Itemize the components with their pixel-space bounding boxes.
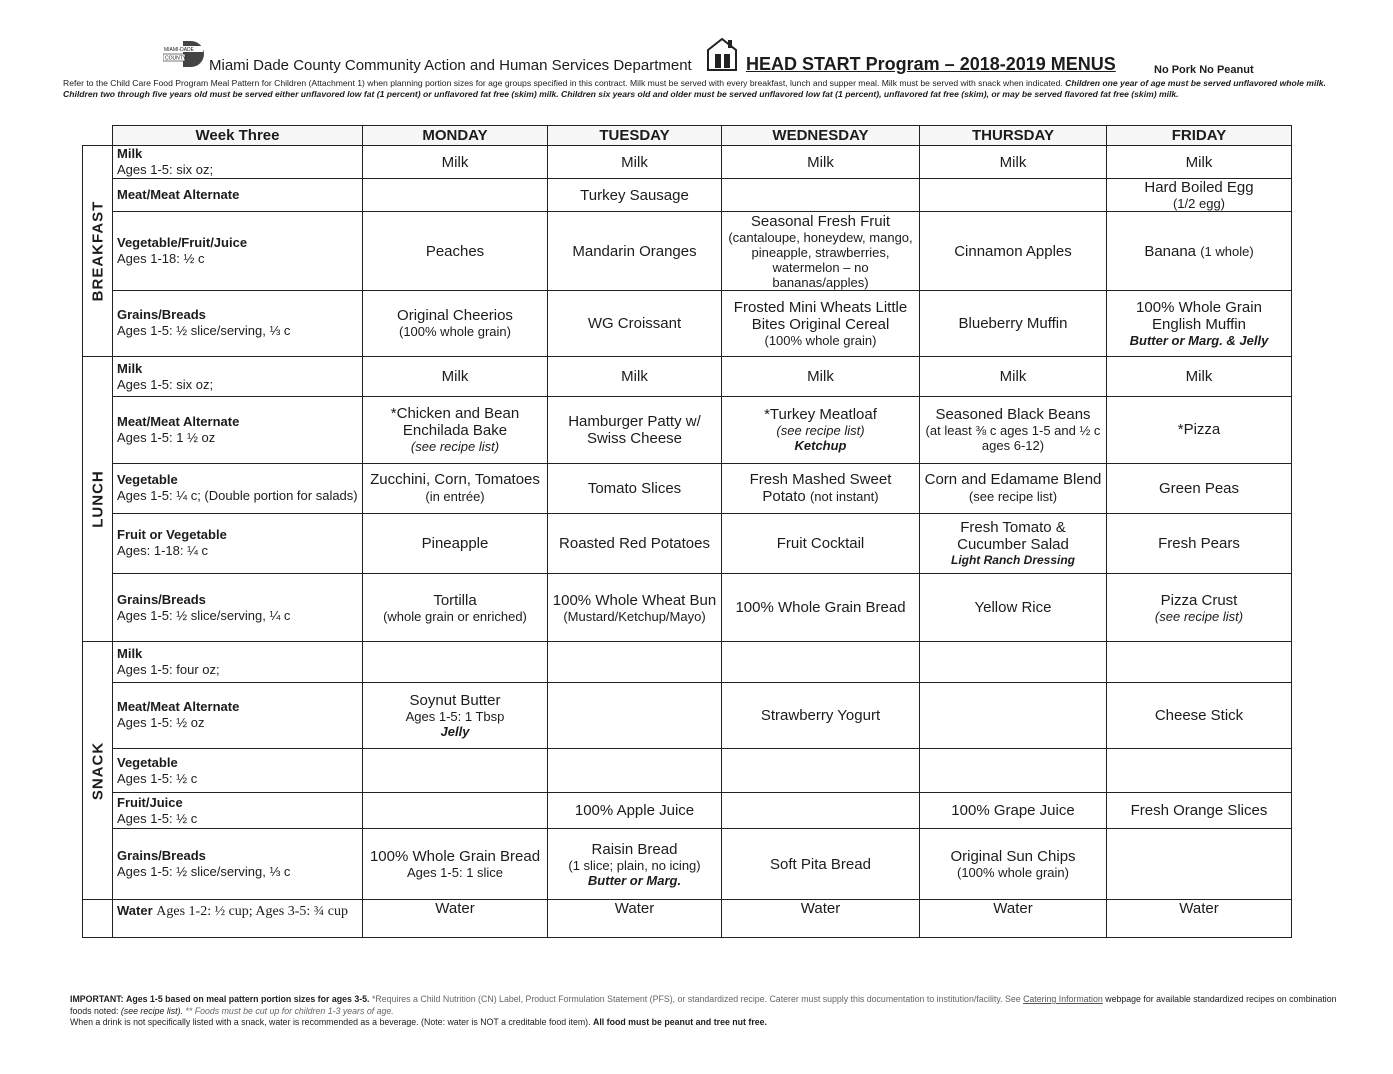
- table-row: [83, 357, 1292, 397]
- section-snack: SNACK: [83, 642, 113, 899]
- row-label: Milk: [117, 646, 143, 662]
- menu-cell: Peaches: [363, 212, 548, 290]
- menu-cell: Fresh Orange Slices: [1107, 793, 1292, 829]
- table-row: [83, 513, 1292, 573]
- menu-cell: 100% Whole Grain English Muffin Butter or Marg. & Jelly: [1107, 290, 1292, 356]
- row-label: Water: [117, 902, 153, 918]
- row-sub: Ages 1-5: ½ oz: [117, 715, 205, 731]
- row-sub: Ages 1-5: four oz;: [117, 662, 220, 678]
- row-label: Vegetable: [117, 472, 178, 488]
- footer-allergen-note: All food must be peanut and tree nut free.: [593, 1017, 767, 1027]
- table-row: [83, 463, 1292, 513]
- menu-cell: Banana (1 whole): [1107, 212, 1292, 290]
- menu-cell: 100% Apple Juice: [548, 793, 722, 829]
- day-tuesday: TUESDAY: [548, 126, 722, 146]
- menu-cell: Milk: [1107, 146, 1292, 179]
- menu-cell: Water: [722, 899, 920, 937]
- menu-cell: Soft Pita Bread: [722, 829, 920, 899]
- menu-cell: Milk: [363, 357, 548, 397]
- table-row: [83, 642, 1292, 682]
- row-label: Grains/Breads: [117, 307, 206, 323]
- menu-cell: 100% Grape Juice: [920, 793, 1107, 829]
- menu-cell: Seasoned Black Beans (at least ⅜ c ages 1-5 and ½ c ages 6-12): [920, 397, 1107, 463]
- menu-cell: Milk: [920, 146, 1107, 179]
- menu-table: [82, 125, 1292, 938]
- svg-text:COUNTY: COUNTY: [165, 55, 187, 62]
- menu-cell: 100% Whole Wheat Bun (Mustard/Ketchup/Mayo): [548, 574, 722, 642]
- row-sub: Ages 1-5: ½ slice/serving, ⅓ c: [117, 323, 291, 339]
- menu-cell: Original Cheerios (100% whole grain): [363, 290, 548, 356]
- head-start-icon: [706, 36, 738, 72]
- menu-cell: *Chicken and Bean Enchilada Bake (see recipe list): [363, 397, 548, 463]
- row-label: Meat/Meat Alternate: [117, 413, 240, 429]
- menu-cell: *Pizza: [1107, 397, 1292, 463]
- svg-text:MIAMI-DADE: MIAMI-DADE: [164, 47, 194, 53]
- organization-name: Miami Dade County Community Action and Human Services Department: [209, 57, 692, 74]
- important-label: IMPORTANT:: [70, 994, 124, 1004]
- menu-cell: Fresh Mashed Sweet Potato (not instant): [722, 463, 920, 513]
- table-row: [83, 290, 1292, 356]
- menu-cell: Milk: [920, 357, 1107, 397]
- row-label: Vegetable: [117, 754, 178, 770]
- row-label: Meat/Meat Alternate: [117, 187, 240, 203]
- menu-cell: [920, 642, 1107, 682]
- menu-cell: [363, 179, 548, 212]
- menu-cell: [722, 179, 920, 212]
- menu-cell: Water: [363, 899, 548, 937]
- menu-cell: Milk: [1107, 357, 1292, 397]
- menu-cell: 100% Whole Grain Bread Ages 1-5: 1 slice: [363, 829, 548, 899]
- intro-plain: Refer to the Child Care Food Program Meal Pattern for Children (Attachment 1) when planning portion sizes for age groups specified in this contract. Milk must be served with every breakfast, lunch and supper meal. Milk must be served with snack when indicated.: [63, 78, 1063, 88]
- table-row: [83, 682, 1292, 748]
- section-breakfast: BREAKFAST: [83, 146, 113, 357]
- menu-cell: Water: [920, 899, 1107, 937]
- row-sub: Ages 1-5: ¼ c; (Double portion for salads): [117, 488, 358, 504]
- table-row: [83, 829, 1292, 899]
- menu-cell: Roasted Red Potatoes: [548, 513, 722, 573]
- menu-cell: [1107, 642, 1292, 682]
- menu-cell: Frosted Mini Wheats Little Bites Original Cereal (100% whole grain): [722, 290, 920, 356]
- menu-cell: Fresh Pears: [1107, 513, 1292, 573]
- menu-cell: Hard Boiled Egg (1/2 egg): [1107, 179, 1292, 212]
- county-logo: [163, 40, 205, 68]
- menu-cell: Corn and Edamame Blend (see recipe list): [920, 463, 1107, 513]
- row-label: Fruit/Juice: [117, 794, 183, 810]
- row-sub: Ages 1-2: ½ cup; Ages 3-5: ¾ cup: [156, 903, 348, 919]
- menu-cell: [548, 748, 722, 792]
- row-sub: Ages: 1-18: ¼ c: [117, 543, 209, 559]
- menu-cell: Cheese Stick: [1107, 682, 1292, 748]
- menu-cell: 100% Whole Grain Bread: [722, 574, 920, 642]
- table-row: [83, 397, 1292, 463]
- row-sub: Ages 1-5: ½ c: [117, 770, 198, 786]
- menu-cell: Milk: [548, 357, 722, 397]
- menu-cell: Milk: [548, 146, 722, 179]
- table-row: [83, 793, 1292, 829]
- menu-cell: Soynut Butter Ages 1-5: 1 Tbsp Jelly: [363, 682, 548, 748]
- menu-cell: Original Sun Chips (100% whole grain): [920, 829, 1107, 899]
- menu-cell: Milk: [722, 146, 920, 179]
- menu-cell: [722, 748, 920, 792]
- menu-cell: [920, 748, 1107, 792]
- day-monday: MONDAY: [363, 126, 548, 146]
- corner-cell: [83, 126, 113, 146]
- program-title: HEAD START Program – 2018-2019 MENUS: [746, 54, 1116, 74]
- table-row: [83, 899, 1292, 937]
- row-sub: Ages 1-5: six oz;: [117, 162, 214, 178]
- menu-cell: Fresh Tomato & Cucumber Salad Light Ranch Dressing: [920, 513, 1107, 573]
- menu-cell: [920, 682, 1107, 748]
- menu-cell: Cinnamon Apples: [920, 212, 1107, 290]
- menu-cell: [363, 642, 548, 682]
- intro-text: [63, 78, 1353, 99]
- table-row: [83, 748, 1292, 792]
- row-sub: Ages 1-5: ½ c: [117, 810, 198, 826]
- menu-cell: WG Croissant: [548, 290, 722, 356]
- menu-cell: Water: [1107, 899, 1292, 937]
- menu-cell: Blueberry Muffin: [920, 290, 1107, 356]
- menu-cell: Strawberry Yogurt: [722, 682, 920, 748]
- footer-notes: [70, 994, 1355, 1029]
- menu-cell: Tomato Slices: [548, 463, 722, 513]
- section-lunch: LUNCH: [83, 357, 113, 642]
- menu-cell: [920, 179, 1107, 212]
- day-friday: FRIDAY: [1107, 126, 1292, 146]
- menu-cell: Seasonal Fresh Fruit (cantaloupe, honeydew, mango, pineapple, strawberries, watermelon – no bananas/apples): [722, 212, 920, 290]
- menu-cell: [548, 642, 722, 682]
- footer-recipes-note: webpage for available standardized recipes on combination foods noted:: [70, 994, 1337, 1016]
- row-label: Milk: [117, 360, 143, 376]
- menu-cell: Raisin Bread (1 slice; plain, no icing) Butter or Marg.: [548, 829, 722, 899]
- row-sub: Ages 1-5: ½ slice/serving, ⅓ c: [117, 864, 291, 879]
- intro-bold: Children one year of age must be served unflavored whole milk. Children two through five years old must be served either unflavored low fat (1 percent) or unflavored fat free (skim) milk. Children six years old and older must be served unflavored low fat (1 percent), unflavored fat free (skim), or may be served flavored fat free (skim) milk.: [63, 78, 1326, 99]
- dietary-tag: No Pork No Peanut: [1154, 64, 1254, 76]
- footer-recipe-ref: (see recipe list).: [120, 1005, 183, 1016]
- footer-water-note: When a drink is not specifically listed with a snack, water is recommended as a beverage. (Note: water is NOT a creditable food item).: [70, 1017, 591, 1027]
- menu-cell: Tortilla (whole grain or enriched): [363, 574, 548, 642]
- menu-cell: [1107, 748, 1292, 792]
- menu-cell: [722, 793, 920, 829]
- day-wednesday: WEDNESDAY: [722, 126, 920, 146]
- row-label: Grains/Breads: [117, 591, 206, 607]
- row-label: Meat/Meat Alternate: [117, 699, 240, 715]
- row-label: Vegetable/Fruit/Juice: [117, 235, 248, 251]
- menu-cell: Zucchini, Corn, Tomatoes (in entrée): [363, 463, 548, 513]
- menu-cell: [363, 748, 548, 792]
- menu-cell: Fruit Cocktail: [722, 513, 920, 573]
- table-row: [83, 179, 1292, 212]
- catering-info-link[interactable]: Catering Information: [1023, 994, 1103, 1004]
- week-label: Week Three: [113, 126, 363, 146]
- menu-cell: Pizza Crust (see recipe list): [1107, 574, 1292, 642]
- menu-cell: [722, 642, 920, 682]
- menu-cell: Hamburger Patty w/ Swiss Cheese: [548, 397, 722, 463]
- day-thursday: THURSDAY: [920, 126, 1107, 146]
- row-sub: Ages 1-5: ½ slice/serving, ¼ c: [117, 607, 291, 623]
- row-sub: Ages 1-5: six oz;: [117, 376, 214, 392]
- footer-cut-note: ** Foods must be cut up for children 1-3 years of age.: [185, 1005, 394, 1016]
- row-label: Milk: [117, 146, 143, 162]
- footer-cn-note: *Requires a Child Nutrition (CN) Label, Product Formulation Statement (PFS), or standardized recipe. Caterer must supply this documentation to institution/facility. See: [371, 994, 1021, 1004]
- menu-cell: *Turkey Meatloaf (see recipe list) Ketchup: [722, 397, 920, 463]
- menu-cell: Milk: [722, 357, 920, 397]
- row-label: Grains/Breads: [117, 848, 206, 863]
- header-row: [83, 126, 1292, 146]
- menu-cell: Mandarin Oranges: [548, 212, 722, 290]
- menu-cell: Yellow Rice: [920, 574, 1107, 642]
- menu-cell: Turkey Sausage: [548, 179, 722, 212]
- water-section-cell: [83, 899, 113, 937]
- table-row: [83, 146, 1292, 179]
- menu-cell: Milk: [363, 146, 548, 179]
- menu-cell: [548, 682, 722, 748]
- menu-cell: [363, 793, 548, 829]
- row-sub: Ages 1-18: ½ c: [117, 251, 205, 267]
- menu-cell: [1107, 829, 1292, 899]
- menu-cell: Green Peas: [1107, 463, 1292, 513]
- table-row: [83, 574, 1292, 642]
- row-sub: Ages 1-5: 1 ½ oz: [117, 429, 216, 445]
- row-label: Fruit or Vegetable: [117, 527, 227, 543]
- menu-cell: Pineapple: [363, 513, 548, 573]
- footer-ages-note: Ages 1-5 based on meal pattern portion sizes for ages 3-5.: [126, 994, 370, 1004]
- menu-cell: Water: [548, 899, 722, 937]
- table-row: [83, 212, 1292, 290]
